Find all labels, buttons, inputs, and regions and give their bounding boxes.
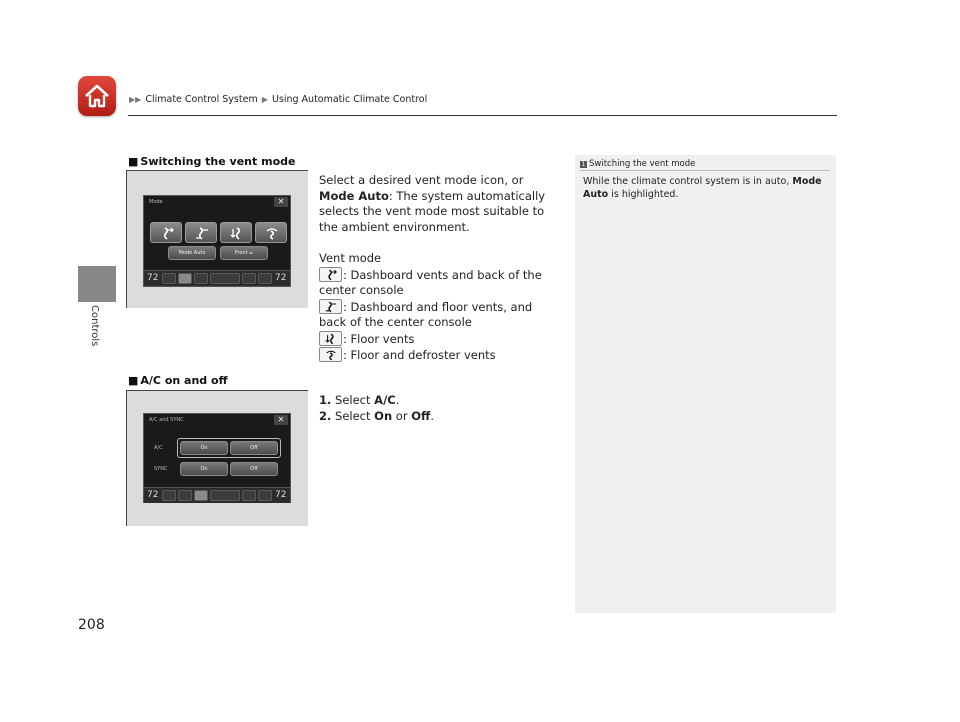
dashboard-floor-vent-icon [195,227,209,240]
seat-heat-icon[interactable] [258,273,272,284]
temp-left[interactable]: 72 [147,273,159,283]
fan-speed-icon[interactable] [210,490,240,501]
dashboard-vent-icon [325,269,337,281]
vent-mode-list-title: Vent mode [319,251,382,265]
vent-mode-icon[interactable] [178,273,192,284]
header-divider [128,115,837,116]
breadcrumb-item[interactable]: Using Automatic Climate Control [271,94,428,105]
page-number: 208 [78,617,105,633]
fan-speed-icon[interactable] [210,273,240,284]
home-icon [83,82,111,110]
vent-mode-icon[interactable] [178,490,192,501]
list-item: 2. Select On or Off. [319,408,434,423]
vent-button-dashboard-floor[interactable] [185,222,217,243]
list-item: 1. Select A/C. [319,393,400,407]
close-icon[interactable]: ✕ [274,197,288,207]
sync-row-label: SYNC [154,466,168,472]
sync-off-button[interactable]: Off [230,462,278,476]
seat-heat-icon[interactable] [162,273,176,284]
ac-steps [319,393,559,424]
floor-vent-icon [325,333,337,345]
section-heading-ac: ■ A/C on and off [128,374,228,387]
ac-sync-screen [143,413,291,503]
vent-button-floor-defrost[interactable] [255,222,287,243]
note-text: While the climate control system is in auto, Mode Auto is highlighted. [583,176,822,200]
list-item: : Dashboard and floor vents, and back of the center console [319,299,533,329]
ac-on-button[interactable]: On [180,441,228,455]
temp-right[interactable]: 72 [275,273,287,283]
mode-auto-button[interactable]: Mode Auto [168,246,216,260]
defrost-icon: ⌓ [249,250,254,256]
dashboard-floor-vent-icon [325,301,337,313]
vent-mode-intro: Select a desired vent mode icon, or Mode Auto: The system automatically selects the vent mode most suitable to the ambient environment. [319,173,546,234]
list-item: : Dashboard vents and back of the center console [319,267,542,297]
note-panel [575,155,836,613]
screen-title: Mode [149,199,163,205]
breadcrumb-arrow-icon: ▶▶ [129,95,142,104]
list-item: : Floor vents [319,331,559,348]
note-title: 1 Switching the vent mode [581,159,696,169]
breadcrumb-item[interactable]: Climate Control System [145,94,258,105]
mode-screen [143,195,291,287]
vent-mode-screenshot [126,170,308,308]
list-item: : Floor and defroster vents [319,347,559,364]
note-marker-icon: 1 [581,161,586,168]
temp-right[interactable]: 72 [275,490,287,500]
sync-on-button[interactable]: On [180,462,228,476]
section-heading-vent-mode: ■ Switching the vent mode [128,155,296,168]
floor-vent-icon [230,227,244,240]
section-label: Controls [89,305,100,347]
front-defrost-button[interactable]: Front ⌓ [220,246,268,260]
recirculation-icon[interactable] [242,490,256,501]
seat-heat-icon[interactable] [258,490,272,501]
climate-bar [144,270,290,286]
recirculation-icon[interactable] [242,273,256,284]
vent-mode-list [319,251,559,364]
note-divider [580,170,830,171]
vent-button-floor[interactable] [220,222,252,243]
ac-off-button[interactable]: Off [230,441,278,455]
ac-row-label: A/C [154,445,163,451]
vent-button-dashboard[interactable] [150,222,182,243]
climate-bar [144,487,290,503]
temp-left[interactable]: 72 [147,490,159,500]
ac-sync-icon[interactable] [194,490,208,501]
screen-title: A/C and SYNC [149,417,184,423]
close-icon[interactable]: ✕ [274,415,288,425]
seat-heat-icon[interactable] [162,490,176,501]
home-button[interactable] [78,76,116,116]
section-tab[interactable] [78,266,116,302]
ac-sync-icon[interactable] [194,273,208,284]
breadcrumb-arrow-icon: ▶ [261,95,268,104]
breadcrumb [128,94,427,105]
floor-defrost-vent-icon [325,349,337,361]
dashboard-vent-icon [160,227,174,240]
floor-defrost-vent-icon [265,227,279,240]
ac-screenshot [126,390,308,526]
